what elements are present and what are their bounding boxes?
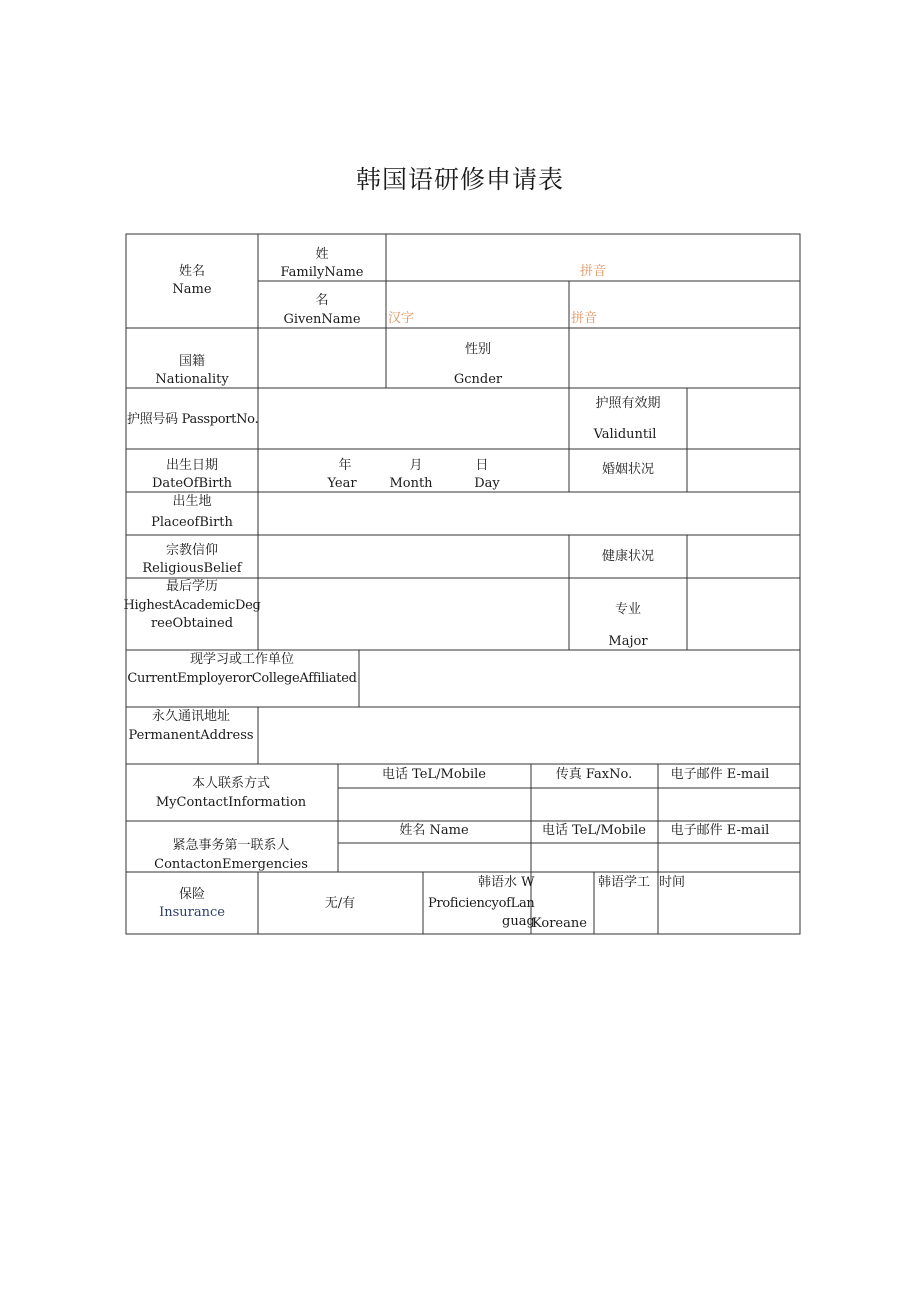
family-name-label-cn: 姓 xyxy=(315,247,329,262)
birth-day-label-cn: 日 xyxy=(475,458,489,473)
study-label: 韩语学工 xyxy=(598,875,651,890)
nationality-label-en: Nationality xyxy=(155,372,229,387)
emergency-label-en: ContactonEmergencies xyxy=(154,857,308,872)
contact-tel-header: 电话 TeL/Mobile xyxy=(382,767,486,782)
proficiency-label-2: ProficiencyofLan xyxy=(428,896,535,911)
emergency-name-header: 姓名 Name xyxy=(399,823,469,838)
birth-date-label-en: DateOfBirth xyxy=(151,476,233,491)
proficiency-value: Koreane xyxy=(532,916,587,931)
study-time-label: 时间 xyxy=(659,875,686,890)
proficiency-label-1: 韩语水 W xyxy=(478,875,535,890)
name-label-en: Name xyxy=(172,282,212,297)
address-label-cn: 永久通讯地址 xyxy=(151,709,231,724)
employer-label-cn: 现学习或工作单位 xyxy=(189,652,295,667)
insurance-label-cn: 保险 xyxy=(178,887,206,902)
address-label-en: PermanentAddress xyxy=(128,728,254,743)
major-label-en: Major xyxy=(608,634,648,649)
birth-date-label-cn: 出生日期 xyxy=(165,458,219,473)
birth-place-label-cn: 出生地 xyxy=(172,494,212,509)
birth-day-label-en: Day xyxy=(474,476,500,491)
passport-label: 护照号码 PassportNo. xyxy=(127,412,259,427)
given-name-label-en: GivenName xyxy=(283,312,361,327)
gender-label-en: Gcnder xyxy=(453,372,503,387)
birth-year-label-en: Year xyxy=(327,476,357,491)
religion-label-en: ReligiousBelief xyxy=(142,561,242,576)
education-label-cn: 最后学历 xyxy=(165,579,219,594)
emergency-tel-header: 电话 TeL/Mobile xyxy=(542,823,646,838)
marital-status-label: 婚姻状况 xyxy=(601,462,655,477)
education-label-en-2: reeObtained xyxy=(150,616,234,631)
health-label: 健康状况 xyxy=(601,549,655,564)
name-label-cn: 姓名 xyxy=(178,264,206,279)
education-label-en-1: HighestAcademicDeg xyxy=(123,598,261,613)
birth-month-label-cn: 月 xyxy=(409,458,423,473)
employer-label-en: CurrentEmployerorCollegeAffiliated xyxy=(127,671,357,686)
contact-email-header: 电子邮件 E-mail xyxy=(670,767,770,782)
religion-label-cn: 宗教信仰 xyxy=(165,543,219,558)
valid-until-label-en: Validuntil xyxy=(593,427,657,442)
birth-place-label-en: PlaceofBirth xyxy=(151,515,233,530)
major-label-cn: 专业 xyxy=(614,602,642,617)
proficiency-label-3: guag xyxy=(502,914,535,929)
nationality-label-cn: 国籍 xyxy=(178,354,206,369)
given-name-pinyin-hint: 拼音 xyxy=(571,311,598,326)
birth-year-label-cn: 年 xyxy=(338,458,352,473)
insurance-value: 无/有 xyxy=(324,896,356,911)
emergency-email-header: 电子邮件 E-mail xyxy=(670,823,770,838)
gender-label-cn: 性别 xyxy=(464,342,492,357)
valid-until-label-cn: 护照有效期 xyxy=(595,396,661,411)
page-title: 韩国语研修申请表 xyxy=(355,165,564,194)
given-name-hanzi-hint: 汉字 xyxy=(388,311,415,326)
given-name-label-cn: 名 xyxy=(315,293,329,308)
contact-label-cn: 本人联系方式 xyxy=(191,776,271,791)
emergency-label-cn: 紧急事务第一联系人 xyxy=(172,838,290,853)
family-name-pinyin-hint: 拼音 xyxy=(579,264,607,279)
birth-month-label-en: Month xyxy=(389,476,433,491)
contact-label-en: MyContactInformation xyxy=(155,795,307,810)
insurance-label-en: Insurance xyxy=(159,905,225,920)
family-name-label-en: FamilyName xyxy=(280,265,364,280)
contact-fax-header: 传真 FaxNo. xyxy=(555,767,633,782)
